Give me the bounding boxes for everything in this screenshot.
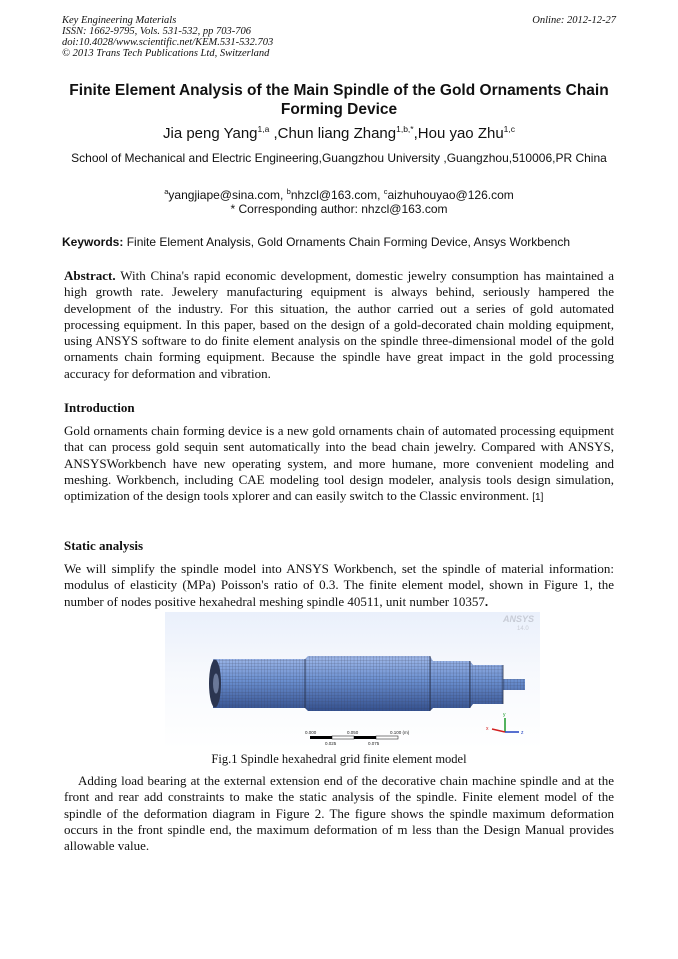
doi: doi:10.4028/www.scientific.net/KEM.531-532.703: [62, 37, 274, 48]
online-date: Online: 2012-12-27: [532, 15, 616, 26]
scale-label: 0.100 (m): [390, 730, 410, 735]
keywords: [62, 235, 616, 249]
author-affil-mark: 1,b,*: [396, 124, 414, 134]
authors: [62, 124, 616, 142]
figure-1: [165, 612, 540, 749]
corresponding-author: * Corresponding author: nhzcl@163.com: [230, 202, 448, 216]
citation-link[interactable]: [1]: [532, 492, 544, 504]
author-name: ,Hou yao Zhu: [413, 125, 504, 142]
ansys-logo: ANSYS: [503, 614, 535, 624]
static-analysis-closing: Adding load bearing at the external extension end of the decorative chain machine spindle and at the front and rear add constraints to make the static analysis of the spindle. Finite element model of the spindle of the deformation diagram in Figure 2. The figure shows the spindle maximum deformation occurs in the front spindle end, the maximum deformation of m less than the Design Manual provides allowable value.: [64, 773, 614, 854]
figure-caption: Fig.1 Spindle hexahedral grid finite element model: [211, 752, 467, 766]
author-name: ,Chun liang Zhang: [269, 125, 397, 142]
scale-label: 0.000: [305, 730, 317, 735]
static-analysis-body: [64, 561, 614, 610]
author-name: Jia peng Yang: [162, 125, 258, 142]
static-analysis-end: .: [484, 593, 489, 609]
static-analysis-text: We will simplify the spindle model into ANSYS Workbench, set the spindle of material information: modulus of elasticity (MPa) Poisson's ratio of 0.3. The finite element model, shown in Figure 1, the number of nodes positive hexahedral meshing spindle 40511, unit number 10357: [64, 561, 614, 609]
copyright: © 2013 Trans Tech Publications Ltd, Switzerland: [62, 48, 270, 59]
author-affil-mark: 1,a: [257, 124, 270, 134]
email-block: [62, 185, 616, 216]
abstract-label: Abstract.: [64, 268, 116, 283]
paper-title: Finite Element Analysis of the Main Spindle of the Gold Ornaments Chain Forming Device: [69, 82, 609, 118]
introduction-heading: Introduction: [64, 400, 135, 415]
scale-label: 0.025: [325, 741, 337, 746]
static-analysis-heading: Static analysis: [64, 538, 144, 553]
spindle-body: [209, 656, 525, 711]
abstract: [64, 268, 614, 382]
scale-label: 0.050: [347, 730, 359, 735]
axis-x-label: x: [486, 726, 489, 732]
spindle-mesh-image: [165, 612, 540, 749]
affiliation: School of Mechanical and Electric Engineering,Guangzhou University ,Guangzhou,510006,PR China: [71, 151, 607, 165]
email-c[interactable]: aizhuhouyao@126.com: [387, 188, 514, 202]
journal-header: [62, 15, 273, 59]
email-b[interactable]: nhzcl@163.com,: [290, 188, 384, 202]
ansys-version: 14.0: [517, 626, 529, 632]
email-a[interactable]: yangjiape@sina.com,: [168, 188, 287, 202]
email-line: [62, 185, 616, 202]
axis-z-label: z: [521, 730, 524, 736]
email-mark: b: [286, 187, 291, 196]
introduction-text: Gold ornaments chain forming device is a new gold ornaments chain of automated processing equipment that can process gold sequin sent automatically into the bead chain jewelry. Compared with ANSYS, ANSYSWorkbench have new operating system, and more humane, more convenient modeling and meshing. Workbench, including CAE modeling tool design modeler, analysis tools design simulation, optimization of the design tools xplorer and can easily switch to the Classic environment.: [64, 423, 614, 504]
abstract-text: With China's rapid economic development, domestic jewelry consumption has maintained a high growth rate. Jewelery manufacturing equipment is always behind, seriously hampered the development of the industry. For this situation, the author carried out a series of gold automated processing equipment. In this paper, based on the design of a gold-decorated chain molding equipment, using ANSYS software to do finite element analysis on the spindle three-dimensional model of the gold ornaments chain forming equipment. Because the spindle have great impact in the gold processing accuracy for deformation and vibration.: [64, 268, 614, 381]
introduction-body: [64, 423, 614, 506]
coordinate-axes-icon: [486, 712, 524, 736]
email-mark: c: [383, 187, 388, 196]
author-affil-mark: 1,c: [503, 124, 516, 134]
journal-name: Key Engineering Materials: [62, 15, 177, 26]
scale-label: 0.075: [368, 741, 380, 746]
keywords-label: Keywords:: [62, 235, 124, 249]
email-mark: a: [164, 187, 169, 196]
scale-bar: [305, 730, 410, 746]
issn: ISSN: 1662-9795, Vols. 531-532, pp 703-706: [62, 26, 251, 37]
keywords-text: Finite Element Analysis, Gold Ornaments Chain Forming Device, Ansys Workbench: [123, 235, 570, 249]
axis-y-label: y: [503, 712, 506, 718]
